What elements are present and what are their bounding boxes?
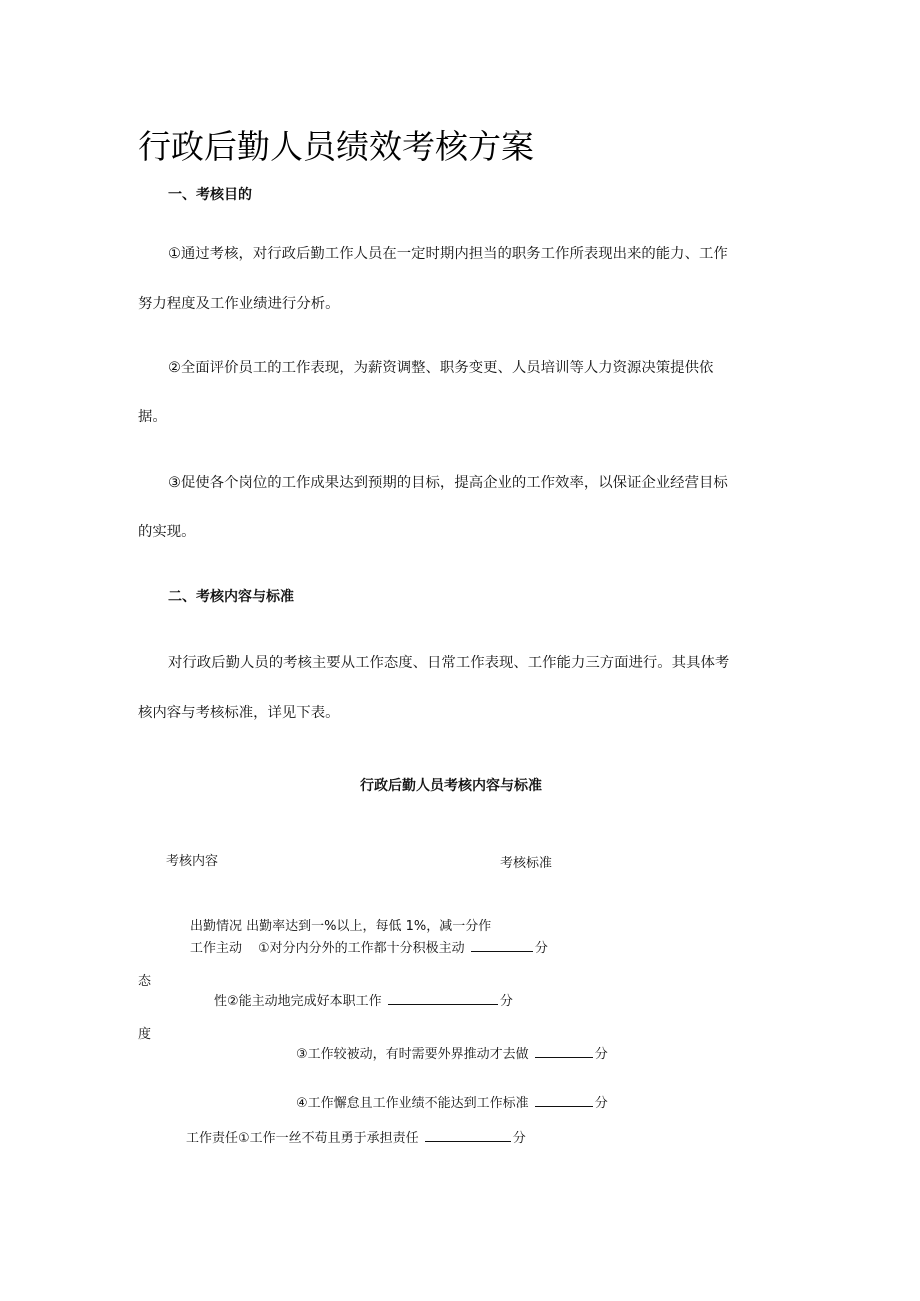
initiative-option-2: ②能主动地完成好本职工作 bbox=[227, 994, 382, 1009]
purpose-item-1-line-1: ①通过考核，对行政后勤工作人员在一定时期内担当的职务工作所表现出来的能力、工作 bbox=[168, 246, 728, 262]
initiative-label: 工作主动 bbox=[190, 941, 243, 956]
table-header-standard: 考核标准 bbox=[500, 856, 553, 871]
score-blank bbox=[535, 1045, 593, 1058]
purpose-item-2-line-1: ②全面评价员工的工作表现，为薪资调整、职务变更、人员培训等人力资源决策提供依 bbox=[168, 360, 714, 376]
initiative-option-3: ③工作较被动，有时需要外界推动才去做 bbox=[296, 1047, 529, 1062]
score-blank bbox=[425, 1129, 511, 1142]
initiative-row-2 bbox=[214, 992, 513, 1008]
responsibility-text: 工作责任①工作一丝不苟且勇于承担责任 bbox=[186, 1131, 419, 1146]
purpose-item-3-line-1: ③促使各个岗位的工作成果达到预期的目标，提高企业的工作效率，以保证企业经营目标 bbox=[168, 475, 728, 491]
initiative-label-tail: 性 bbox=[214, 994, 228, 1009]
initiative-row-4 bbox=[296, 1094, 608, 1110]
category-char-tai: 态 bbox=[138, 974, 152, 989]
purpose-item-3-line-2: 的实现。 bbox=[138, 524, 196, 540]
score-blank bbox=[471, 939, 533, 952]
score-unit: 分 bbox=[594, 1096, 608, 1111]
purpose-item-1-line-2: 努力程度及工作业绩进行分析。 bbox=[138, 296, 340, 312]
section-heading-purpose: 一、考核目的 bbox=[168, 187, 252, 203]
score-blank bbox=[535, 1094, 593, 1107]
score-unit: 分 bbox=[594, 1047, 608, 1062]
document-title: 行政后勤人员绩效考核方案 bbox=[138, 127, 534, 166]
responsibility-row bbox=[186, 1129, 526, 1145]
table-title: 行政后勤人员考核内容与标准 bbox=[360, 778, 542, 794]
category-char-du: 度 bbox=[138, 1027, 152, 1042]
score-unit: 分 bbox=[534, 941, 548, 956]
table-header-content: 考核内容 bbox=[166, 854, 219, 869]
content-intro-line-2: 核内容与考核标准，详见下表。 bbox=[138, 705, 340, 721]
attendance-row: 出勤情况 出勤率达到一%以上，每低 1%，减一分作 bbox=[190, 919, 492, 934]
section-heading-content-standard: 二、考核内容与标准 bbox=[168, 589, 294, 605]
initiative-row-1 bbox=[190, 939, 548, 955]
initiative-option-4: ④工作懈怠且工作业绩不能达到工作标准 bbox=[296, 1096, 529, 1111]
initiative-row-3 bbox=[296, 1045, 608, 1061]
purpose-item-2-line-2: 据。 bbox=[138, 409, 167, 425]
content-intro-line-1: 对行政后勤人员的考核主要从工作态度、日常工作表现、工作能力三方面进行。其具体考 bbox=[168, 655, 730, 671]
score-blank bbox=[388, 992, 498, 1005]
score-unit: 分 bbox=[499, 994, 513, 1009]
score-unit: 分 bbox=[512, 1131, 526, 1146]
initiative-option-1: ①对分内分外的工作都十分积极主动 bbox=[258, 941, 465, 956]
